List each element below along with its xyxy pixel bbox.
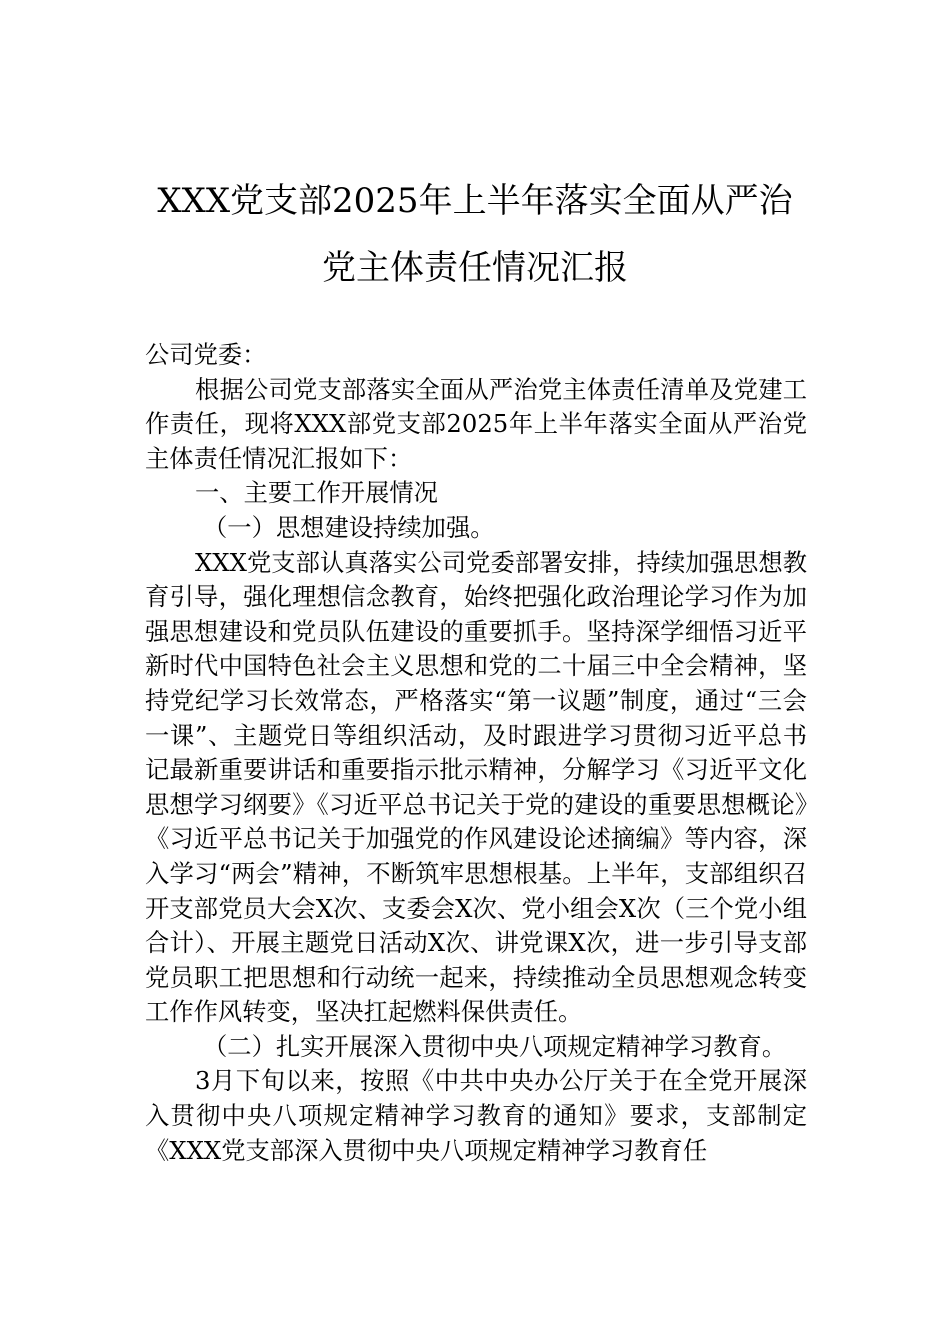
intro-paragraph: 根据公司党支部落实全面从严治党主体责任清单及党建工作责任，现将XXX部党支部2025年上半年落实全面从严治党主体责任情况汇报如下： xyxy=(145,374,807,473)
document-body xyxy=(145,338,807,1168)
document-title-line-2: 党主体责任情况汇报 xyxy=(322,248,628,288)
salutation: 公司党委： xyxy=(145,340,267,369)
document-title-line-1: XXX党支部2025年上半年落实全面从严治 xyxy=(157,181,793,221)
subsection-2-paragraph: 3月下旬以来，按照《中共中央办公厅关于在全党开展深入贯彻中央八项规定精神学习教育的通知》要求，支部制定《XXX党支部深入贯彻中央八项规定精神学习教育任 xyxy=(145,1066,807,1165)
subsection-1-paragraph: XXX党支部认真落实公司党委部署安排，持续加强思想教育引导，强化理想信念教育，始终把强化政治理论学习作为加强思想建设和党员队伍建设的重要抓手。坚持深学细悟习近平新时代中国特色社会主义思想和党的二十届三中全会精神，坚持党纪学习长效常态，严格落实“第一议题”制度，通过“三会一课”、主题党日等组织活动，及时跟进学习贯彻习近平总书记最新重要讲话和重要指示批示精神，分解学习《习近平文化思想学习纲要》《习近平总书记关于党的建设的重要思想概论》《习近平总书记关于加强党的作风建设论述摘编》等内容，深入学习“两会”精神，不断筑牢思想根基。上半年，支部组织召开支部党员大会X次、支委会X次、党小组会X次（三个党小组合计）、开展主题党日活动X次、讲党课X次，进一步引导支部党员职工把思想和行动统一起来，持续推动全员思想观念转变工作作风转变，坚决扛起燃料保供责任。 xyxy=(145,547,807,1027)
section-heading-1: 一、主要工作开展情况 xyxy=(195,478,438,508)
subsection-heading-1: （一）思想建设持续加强。 xyxy=(203,512,495,542)
subsection-heading-2: （二）扎实开展深入贯彻中央八项规定精神学习教育。 xyxy=(203,1031,787,1061)
